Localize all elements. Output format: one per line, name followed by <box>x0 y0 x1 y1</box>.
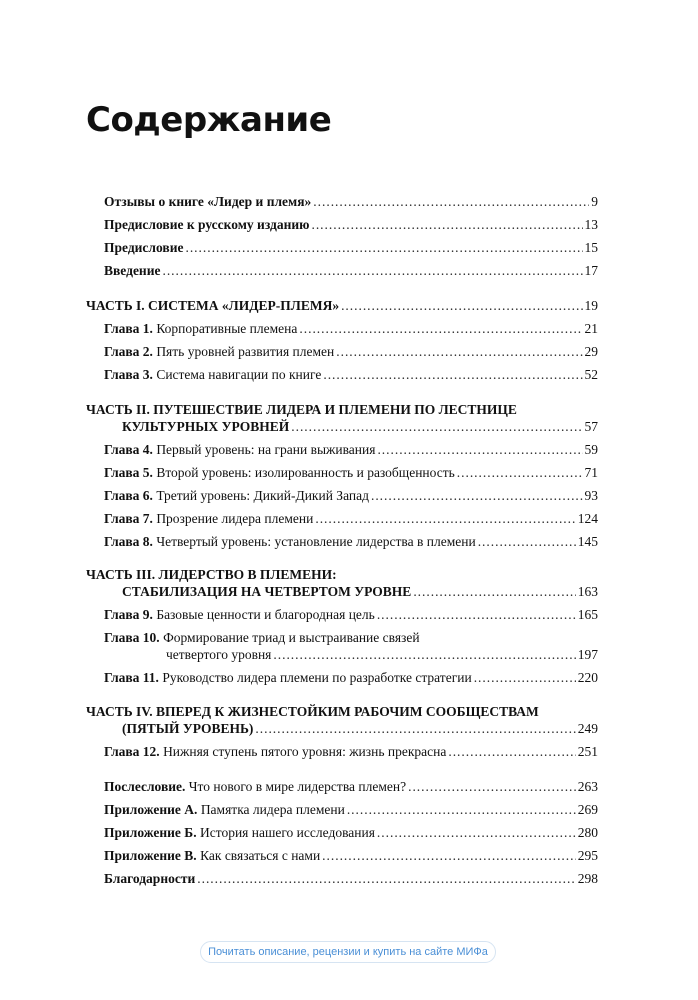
chapter-title: Четвертый уровень: установление лидерства в племени <box>156 534 476 549</box>
dot-leader <box>336 343 582 360</box>
chapter-number: Глава 6. <box>104 488 153 503</box>
chapter-number: Глава 5. <box>104 465 153 480</box>
toc-part-4-title-line1[interactable]: ЧАСТЬ IV. ВПЕРЕД К ЖИЗНЕСТОЙКИМ РАБОЧИМ СООБЩЕСТВАМ <box>86 704 539 719</box>
chapter-number: Глава 2. <box>104 344 153 359</box>
entry-label: Приложение А. <box>104 802 198 817</box>
dot-leader <box>377 441 582 458</box>
chapter-number: Глава 9. <box>104 607 153 622</box>
toc-chapter-10-line1[interactable] <box>104 629 420 646</box>
entry-label: Послесловие. <box>104 779 186 794</box>
toc-entry-appendix-a[interactable] <box>104 801 598 818</box>
toc-part-3[interactable] <box>122 583 598 600</box>
dot-leader <box>478 533 576 550</box>
toc-entry-appendix-b[interactable] <box>104 824 598 841</box>
toc-chapter-11[interactable] <box>104 669 598 686</box>
toc-entry-appendix-v[interactable] <box>104 847 598 864</box>
toc-part-title: КУЛЬТУРНЫХ УРОВНЕЙ <box>122 419 290 434</box>
toc-page-number: 220 <box>577 670 598 685</box>
toc-page-number: 9 <box>591 194 598 209</box>
chapter-title: Формирование триад и выстраивание связей <box>163 630 420 645</box>
toc-part-3-title-line1[interactable]: ЧАСТЬ III. ЛИДЕРСТВО В ПЛЕМЕНИ: <box>86 567 337 582</box>
toc-entry-introduction[interactable] <box>104 262 598 279</box>
toc-page-number: 71 <box>584 465 598 480</box>
dot-leader <box>457 464 583 481</box>
entry-label: Приложение В. <box>104 848 197 863</box>
dot-leader <box>162 262 582 279</box>
toc-page-number: 19 <box>584 298 598 313</box>
chapter-title: Система навигации по книге <box>156 367 322 382</box>
toc-entry-title: Предисловие к русскому изданию <box>104 217 310 232</box>
chapter-title: Нижняя ступень пятого уровня: жизнь прекрасна <box>163 744 447 759</box>
toc-part-title: (ПЯТЫЙ УРОВЕНЬ) <box>122 721 254 736</box>
entry-title: Памятка лидера племени <box>200 802 345 817</box>
chapter-title: Второй уровень: изолированность и разобщенность <box>156 465 455 480</box>
toc-page-number: 93 <box>584 488 598 503</box>
toc-part-title: СТАБИЛИЗАЦИЯ НА ЧЕТВЕРТОМ УРОВНЕ <box>122 584 412 599</box>
dot-leader <box>408 778 576 795</box>
chapter-number: Глава 11. <box>104 670 159 685</box>
chapter-title: Корпоративные племена <box>156 321 298 336</box>
toc-chapter-7[interactable] <box>104 510 598 527</box>
chapter-number: Глава 3. <box>104 367 153 382</box>
toc-chapter-9[interactable] <box>104 606 598 623</box>
toc-part-1[interactable] <box>86 297 598 314</box>
dot-leader <box>448 743 575 760</box>
dot-leader <box>299 320 582 337</box>
toc-page-number: 59 <box>584 442 598 457</box>
chapter-number: Глава 1. <box>104 321 153 336</box>
dot-leader <box>323 366 582 383</box>
dot-leader <box>377 606 576 623</box>
toc-entry-reviews[interactable] <box>104 193 598 210</box>
toc-entry-title: Предисловие <box>104 240 184 255</box>
toc-page-number: 165 <box>577 607 598 622</box>
chapter-title: Пять уровней развития племен <box>156 344 335 359</box>
toc-page-number: 145 <box>577 534 598 549</box>
toc-page-number: 280 <box>577 825 598 840</box>
toc-chapter-4[interactable] <box>104 441 598 458</box>
dot-leader <box>273 646 575 663</box>
toc-part-4[interactable] <box>122 720 598 737</box>
chapter-title: Руководство лидера племени по разработке стратегии <box>162 670 472 685</box>
toc-entry-preface[interactable] <box>104 239 598 256</box>
dot-leader <box>322 847 576 864</box>
entry-title: Что нового в мире лидерства племен? <box>188 779 407 794</box>
dot-leader <box>185 239 582 256</box>
toc-page-number: 21 <box>584 321 598 336</box>
toc-page-number: 15 <box>584 240 598 255</box>
chapter-number: Глава 7. <box>104 511 153 526</box>
dot-leader <box>313 193 589 210</box>
chapter-number: Глава 12. <box>104 744 160 759</box>
toc-page-number: 263 <box>577 779 598 794</box>
dot-leader <box>315 510 575 527</box>
toc-entry-afterword[interactable] <box>104 778 598 795</box>
toc-entry-preface-ru[interactable] <box>104 216 598 233</box>
buy-link[interactable]: Почитать описание, рецензии и купить на сайте МИФа <box>200 941 496 963</box>
toc-chapter-6[interactable] <box>104 487 598 504</box>
toc-page-number: 197 <box>577 647 598 662</box>
toc-page-number: 251 <box>577 744 598 759</box>
chapter-number: Глава 4. <box>104 442 153 457</box>
dot-leader <box>311 216 582 233</box>
chapter-title-continued: четвертого уровня <box>166 647 272 662</box>
toc-page-number: 298 <box>577 871 598 886</box>
entry-label: Приложение Б. <box>104 825 197 840</box>
chapter-title: Базовые ценности и благородная цель <box>156 607 375 622</box>
entry-label: Благодарности <box>104 871 196 886</box>
entry-title: История нашего исследования <box>199 825 375 840</box>
dot-leader <box>255 720 575 737</box>
chapter-title: Прозрение лидера племени <box>156 511 314 526</box>
toc-entry-acknowledgements[interactable] <box>104 870 598 887</box>
toc-chapter-5[interactable] <box>104 464 598 481</box>
toc-chapter-8[interactable] <box>104 533 598 550</box>
toc-part-2-title-line1[interactable]: ЧАСТЬ II. ПУТЕШЕСТВИЕ ЛИДЕРА И ПЛЕМЕНИ ПО ЛЕСТНИЦЕ <box>86 402 517 417</box>
toc-page-number: 52 <box>584 367 598 382</box>
toc-page-number: 269 <box>577 802 598 817</box>
dot-leader <box>413 583 575 600</box>
toc-page-number: 13 <box>584 217 598 232</box>
dot-leader <box>347 801 576 818</box>
toc-page-number: 29 <box>584 344 598 359</box>
toc-chapter-3[interactable] <box>104 366 598 383</box>
toc-page-number: 124 <box>577 511 598 526</box>
chapter-number: Глава 8. <box>104 534 153 549</box>
toc-chapter-12[interactable] <box>104 743 598 760</box>
toc-page-number: 57 <box>584 419 598 434</box>
toc-page-number: 249 <box>577 721 598 736</box>
toc-page-number: 163 <box>577 584 598 599</box>
chapter-title: Третий уровень: Дикий-Дикий Запад <box>156 488 369 503</box>
entry-title: Как связаться с нами <box>200 848 321 863</box>
dot-leader <box>377 824 576 841</box>
dot-leader <box>341 297 582 314</box>
toc-page-number: 17 <box>584 263 598 278</box>
chapter-title: Первый уровень: на грани выживания <box>156 442 376 457</box>
toc-chapter-1[interactable] <box>104 320 598 337</box>
toc-chapter-2[interactable] <box>104 343 598 360</box>
dot-leader <box>474 669 576 686</box>
toc-entry-title: Отзывы о книге «Лидер и племя» <box>104 194 312 209</box>
dot-leader <box>371 487 583 504</box>
toc-entry-title: Введение <box>104 263 161 278</box>
toc-part-2[interactable] <box>122 418 598 435</box>
toc-part-title: ЧАСТЬ I. СИСТЕМА «ЛИДЕР-ПЛЕМЯ» <box>86 298 340 313</box>
toc-page-number: 295 <box>577 848 598 863</box>
dot-leader <box>291 418 582 435</box>
toc-chapter-10[interactable] <box>166 646 598 663</box>
page-title: Содержание <box>86 100 332 140</box>
dot-leader <box>197 870 576 887</box>
chapter-number: Глава 10. <box>104 630 160 645</box>
